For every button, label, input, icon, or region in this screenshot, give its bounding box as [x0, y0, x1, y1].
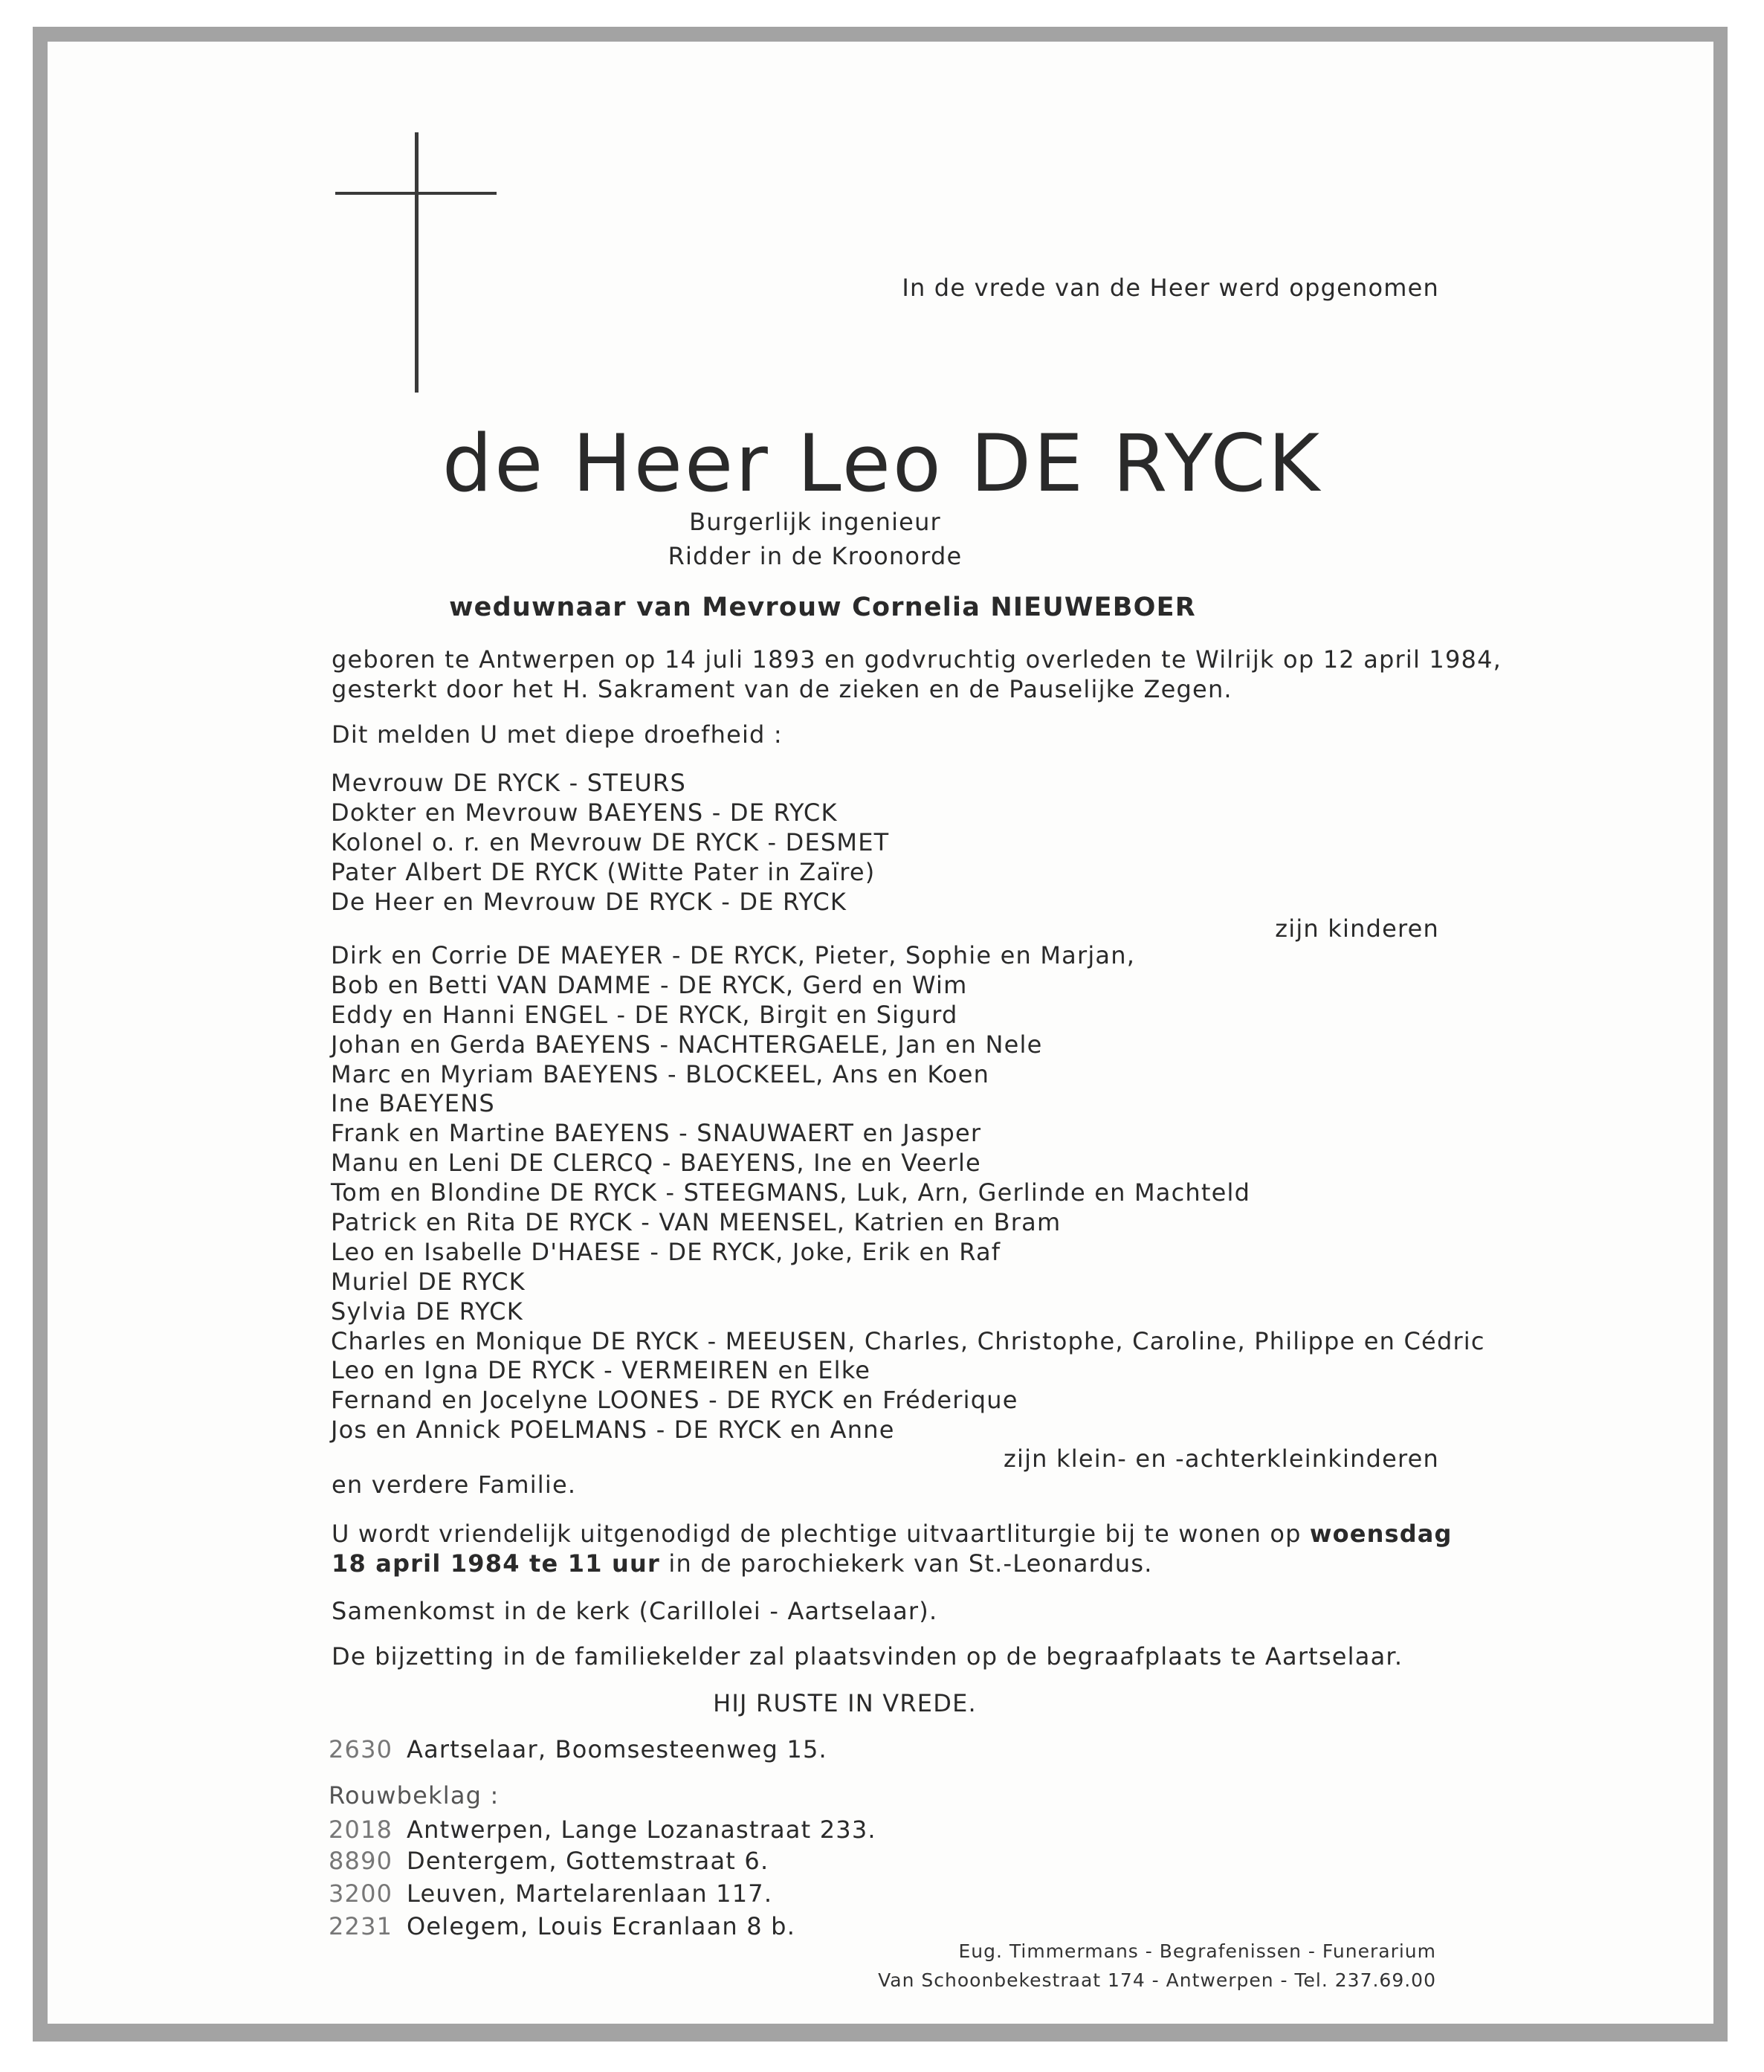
- list-item: Dokter en Mevrouw BAEYENS - DE RYCK: [331, 798, 838, 827]
- funeral-home-line-1: Eug. Timmermans - Begrafenissen - Funerarium: [958, 1940, 1436, 1962]
- birth-death-line-2: gesterkt door het H. Sakrament van de zieken en de Pauselijke Zegen.: [332, 675, 1232, 703]
- announcement: Dit melden U met diepe droefheid :: [332, 720, 783, 749]
- cross-icon: [415, 132, 419, 393]
- deceased-title-2: Ridder in de Kroonorde: [668, 542, 963, 570]
- gathering-line: Samenkomst in de kerk (Carillolei - Aartselaar).: [332, 1597, 938, 1625]
- postal-code: 3200: [329, 1879, 393, 1908]
- list-item: Eddy en Hanni ENGEL - DE RYCK, Birgit en Sigurd: [331, 1000, 958, 1029]
- rip-line: HIJ RUSTE IN VREDE.: [713, 1689, 977, 1717]
- list-item: Dirk en Corrie DE MAEYER - DE RYCK, Pieter, Sophie en Marjan,: [331, 941, 1136, 969]
- list-item: Pater Albert DE RYCK (Witte Pater in Zaïre): [331, 858, 876, 886]
- list-item: Kolonel o. r. en Mevrouw DE RYCK - DESMET: [331, 828, 890, 856]
- postal-code: 2018: [329, 1816, 393, 1844]
- address-text: Dentergem, Gottemstraat 6.: [407, 1847, 769, 1875]
- deceased-title-1: Burgerlijk ingenieur: [689, 508, 941, 536]
- list-item: De Heer en Mevrouw DE RYCK - DE RYCK: [331, 888, 847, 916]
- list-item: Johan en Gerda BAEYENS - NACHTERGAELE, Jan en Nele: [331, 1030, 1043, 1059]
- address-text: Oelegem, Louis Ecranlaan 8 b.: [407, 1912, 796, 1940]
- cross-icon-bar: [335, 192, 497, 195]
- list-item: Bob en Betti VAN DAMME - DE RYCK, Gerd en Wim: [331, 970, 968, 999]
- children-label: zijn kinderen: [1275, 914, 1439, 943]
- invitation-weekday: woensdag: [1309, 1520, 1453, 1548]
- children-list: [331, 768, 889, 917]
- list-item: Mevrouw DE RYCK - STEURS: [331, 769, 686, 797]
- grandchildren-list: [331, 940, 1485, 1445]
- grandchildren-label: zijn klein- en -achterkleinkinderen: [1004, 1445, 1439, 1473]
- birth-death-line-1: geboren te Antwerpen op 14 juli 1893 en godvruchtig overleden te Wilrijk op 12 april 1984,: [332, 645, 1502, 674]
- burial-line: De bijzetting in de familiekelder zal plaatsvinden op de begraafplaats te Aartselaar.: [332, 1642, 1403, 1671]
- widower-line: weduwnaar van Mevrouw Cornelia NIEUWEBOER: [449, 593, 1196, 622]
- invitation-date: 18 april 1984 te 11 uur: [332, 1549, 660, 1578]
- list-item: Patrick en Rita DE RYCK - VAN MEENSEL, Katrien en Bram: [331, 1208, 1062, 1237]
- list-item: Jos en Annick POELMANS - DE RYCK en Anne: [331, 1416, 895, 1445]
- address-text: Leuven, Martelarenlaan 117.: [407, 1879, 773, 1908]
- deceased-name: de Heer Leo DE RYCK: [442, 418, 1322, 509]
- condolences-label: Rouwbeklag :: [329, 1781, 500, 1810]
- postal-code: 2231: [329, 1912, 393, 1940]
- list-item: Charles en Monique DE RYCK - MEEUSEN, Charles, Christophe, Caroline, Philippe en Cédric: [331, 1326, 1485, 1355]
- list-item: Fernand en Jocelyne LOONES - DE RYCK en Fréderique: [331, 1386, 1018, 1415]
- intro-line: In de vrede van de Heer werd opgenomen: [902, 274, 1439, 302]
- list-item: Manu en Leni DE CLERCQ - BAEYENS, Ine en Veerle: [331, 1149, 981, 1178]
- list-item: Tom en Blondine DE RYCK - STEEGMANS, Luk, Arn, Gerlinde en Machteld: [331, 1178, 1251, 1207]
- condolence-address: [329, 1815, 876, 1845]
- postal-code: 8890: [329, 1847, 393, 1875]
- address-text: Antwerpen, Lange Lozanastraat 233.: [407, 1816, 876, 1844]
- postal-code: 2630: [329, 1735, 393, 1763]
- invitation-text: U wordt vriendelijk uitgenodigd de plechtige uitvaartliturgie bij te wonen op: [332, 1520, 1310, 1548]
- list-item: Muriel DE RYCK: [331, 1267, 526, 1296]
- condolence-address: [329, 1911, 795, 1941]
- list-item: Marc en Myriam BAEYENS - BLOCKEEL, Ans en Koen: [331, 1059, 990, 1088]
- list-item: Leo en Igna DE RYCK - VERMEIREN en Elke: [331, 1356, 871, 1385]
- funeral-home-line-2: Van Schoonbekestraat 174 - Antwerpen - Tel. 237.69.00: [878, 1969, 1436, 1991]
- invitation-line-2: [332, 1549, 1153, 1578]
- condolence-address: [329, 1846, 769, 1876]
- family-line: en verdere Familie.: [332, 1471, 577, 1499]
- list-item: Sylvia DE RYCK: [331, 1297, 523, 1326]
- invitation-location: in de parochiekerk van St.-Leonardus.: [660, 1549, 1153, 1578]
- condolence-address: [329, 1879, 772, 1908]
- invitation-line-1: [332, 1519, 1453, 1549]
- address-text: Aartselaar, Boomsesteenweg 15.: [407, 1735, 827, 1763]
- list-item: Ine BAEYENS: [331, 1089, 495, 1118]
- list-item: Leo en Isabelle D'HAESE - DE RYCK, Joke, Erik en Raf: [331, 1237, 1001, 1266]
- list-item: Frank en Martine BAEYENS - SNAUWAERT en Jasper: [331, 1119, 982, 1148]
- home-address: [329, 1734, 827, 1764]
